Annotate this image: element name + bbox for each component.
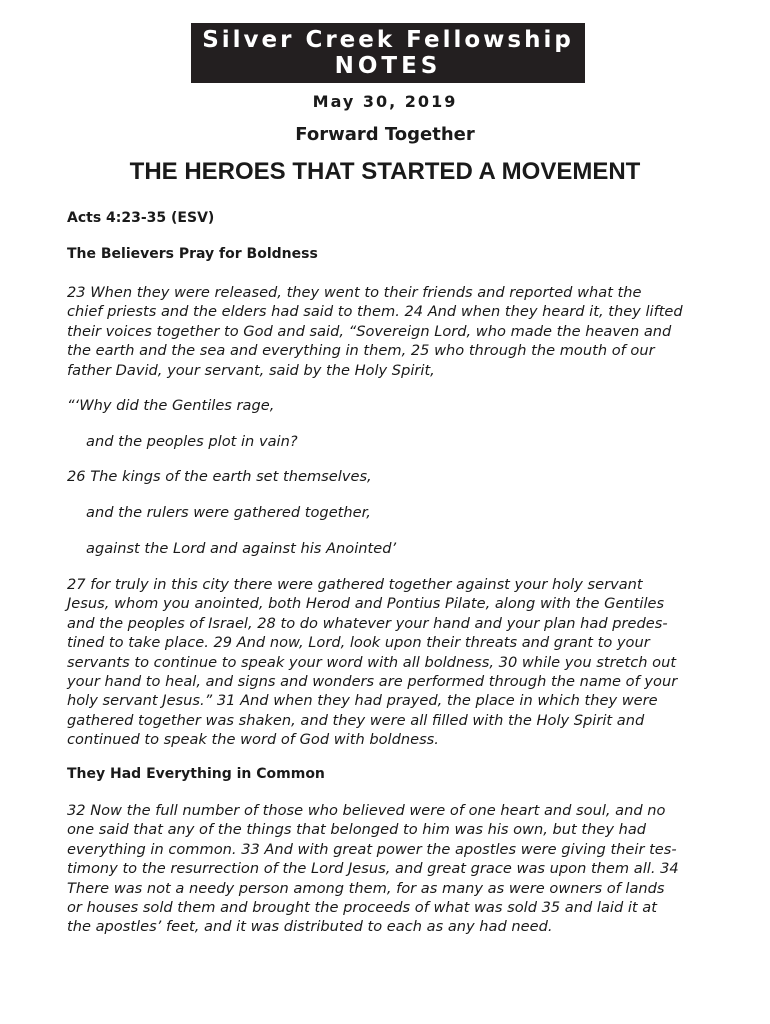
- notes-label: NOTES: [334, 53, 442, 79]
- text-line: tined to take place. 29 And now, Lord, look upon their threats and grant to your: [67, 634, 650, 652]
- text-line: the apostles’ feet, and it was distributed to each as any had need.: [67, 918, 553, 936]
- text-line: servants to continue to speak your word with all boldness, 30 while you stretch out: [67, 653, 677, 671]
- text-line: and the peoples of Israel, 28 to do whatever your hand and your plan had predes-: [67, 614, 668, 632]
- text-line: their voices together to God and said, “Sovereign Lord, who made the heaven and: [67, 322, 672, 340]
- scripture-reference: Acts 4:23-35 (ESV): [67, 210, 215, 226]
- header-banner: [191, 23, 585, 83]
- sermon-title: THE HEROES THAT STARTED A MOVEMENT: [129, 158, 641, 185]
- date: May 30, 2019: [312, 92, 458, 111]
- text-line: everything in common. 33 And with great power the apostles were giving their tes-: [67, 840, 677, 858]
- text-line: 32 Now the full number of those who believed were of one heart and soul, and no: [67, 802, 666, 819]
- poem-line: 26 The kings of the earth set themselves,: [67, 468, 372, 485]
- series-title: Forward Together: [295, 124, 475, 145]
- text-line: holy servant Jesus.” 31 And when they had prayed, the place in which they were: [67, 692, 658, 710]
- scripture-paragraph-3: [67, 801, 727, 937]
- scripture-paragraph-2: [67, 575, 727, 750]
- text-line: Jesus, whom you anointed, both Herod and Pontius Pilate, along with the Gentiles: [67, 595, 665, 613]
- text-line: continued to speak the word of God with boldness.: [67, 731, 439, 749]
- poem-line: against the Lord and against his Anointed’: [86, 540, 397, 557]
- text-line: chief priests and the elders had said to them. 24 And when they heard it, they lifted: [67, 303, 683, 321]
- text-line: 27 for truly in this city there were gathered together against your holy servant: [67, 576, 643, 593]
- poem-line: “‘Why did the Gentiles rage,: [67, 397, 275, 414]
- text-line: timony to the resurrection of the Lord Jesus, and great grace was upon them all. 34: [67, 860, 679, 878]
- section-heading-common: They Had Everything in Common: [67, 766, 325, 782]
- poem-line: and the rulers were gathered together,: [86, 504, 371, 521]
- poem-line: and the peoples plot in vain?: [86, 433, 298, 450]
- text-line: one said that any of the things that belonged to him was his own, but they had: [67, 821, 647, 839]
- text-line: There was not a needy person among them, for as many as were owners of lands: [67, 879, 665, 897]
- scripture-paragraph-1: [67, 283, 727, 380]
- section-heading-boldness: The Believers Pray for Boldness: [67, 246, 318, 262]
- text-line: your hand to heal, and signs and wonders are performed through the name of your: [67, 673, 678, 691]
- text-line: or houses sold them and brought the proceeds of what was sold 35 and laid it at: [67, 899, 657, 917]
- text-line: father David, your servant, said by the Holy Spirit,: [67, 361, 435, 379]
- church-name: Silver Creek Fellowship: [202, 27, 574, 53]
- text-line: 23 When they were released, they went to their friends and reported what the: [67, 284, 642, 301]
- text-line: the earth and the sea and everything in them, 25 who through the mouth of our: [67, 342, 655, 360]
- text-line: gathered together was shaken, and they were all filled with the Holy Spirit and: [67, 711, 645, 729]
